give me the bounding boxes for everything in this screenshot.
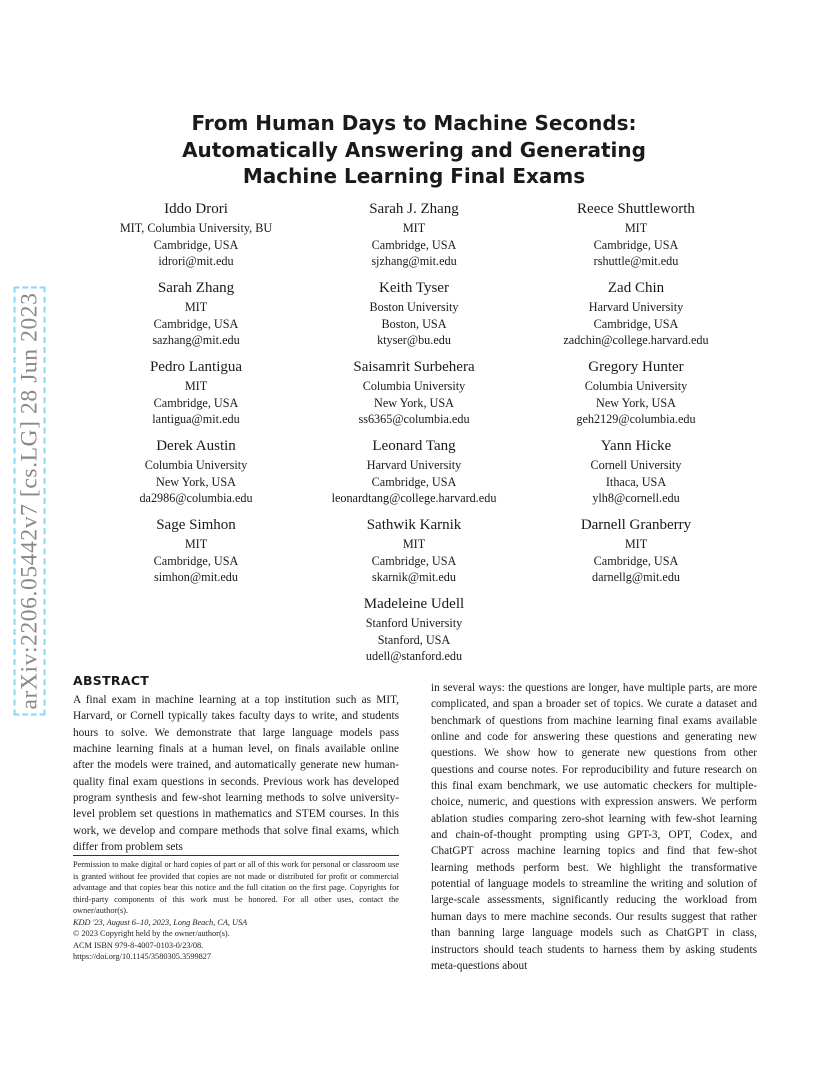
author-card	[304, 516, 524, 586]
title-line: Automatically Answering and Generating	[182, 137, 646, 162]
isbn: ACM ISBN 979-8-4007-0103-0/23/08.	[73, 940, 204, 950]
author-affiliation: MIT	[184, 300, 208, 314]
author-card	[304, 358, 524, 428]
arxiv-side-identifier	[13, 262, 47, 740]
author-email: ss6365@columbia.edu	[358, 412, 470, 426]
author-affiliation: Columbia University	[584, 379, 688, 393]
author-email: ktyser@bu.edu	[377, 333, 451, 347]
author-email: darnellg@mit.edu	[591, 570, 681, 584]
author-email: sjzhang@mit.edu	[371, 254, 457, 268]
author-location: Cambridge, USA	[593, 553, 679, 568]
author-name: Keith Tyser	[379, 280, 449, 296]
author-name: Madeleine Udell	[363, 596, 465, 612]
author-card	[304, 437, 524, 507]
author-location: New York, USA	[156, 474, 236, 489]
author-affiliation: MIT	[184, 537, 208, 551]
author-block	[86, 200, 748, 670]
author-name: Saisamrit Surbehera	[353, 359, 475, 375]
author-location: Cambridge, USA	[153, 395, 239, 410]
author-name: Sage Simhon	[156, 517, 236, 533]
author-name: Zad Chin	[607, 280, 665, 296]
author-card	[86, 437, 306, 507]
author-email: sazhang@mit.edu	[152, 333, 240, 347]
author-location: Cambridge, USA	[153, 237, 239, 252]
author-affiliation: Columbia University	[362, 379, 466, 393]
author-card	[86, 200, 306, 270]
abstract-text-right: in several ways: the questions are longer, have multiple parts, are more complicated, and span a broader set of topics. We curate a dataset and benchmark of questions from machine learning final exams available online and code for answering these questions and generating new questions. We show how to generate new questions from other questions and course notes. For reproducibility and future research on this final exam benchmark, we use automatic checkers for multiple-choice, numeric, and questions with expression answers. We perform ablation studies comparing zero-shot learning with few-shot learning and chain-of-thought prompting using GPT-3, OPT, Codex, and ChatGPT across machine learning topics and find that few-shot learning methods perform best. We highlight the transformative potential of language models to streamline the writing and solution of large-scale assessments, significantly reducing the workload from human days to mere machine seconds. Our results suggest that rather than banning large language models such as ChatGPT in class, instructors should teach students to harness them by asking students meta-questions about	[431, 682, 757, 972]
author-email: leonardtang@college.harvard.edu	[331, 491, 497, 505]
author-email: da2986@columbia.edu	[139, 491, 253, 505]
author-name: Sarah Zhang	[157, 280, 235, 296]
author-affiliation: Columbia University	[144, 458, 248, 472]
author-affiliation: Stanford University	[365, 616, 463, 630]
author-location: Cambridge, USA	[153, 553, 239, 568]
author-affiliation: MIT	[402, 221, 426, 235]
author-affiliation: MIT	[184, 379, 208, 393]
title-line: From Human Days to Machine Seconds:	[191, 111, 637, 135]
author-location: Cambridge, USA	[371, 474, 457, 489]
author-affiliation: Harvard University	[588, 300, 684, 314]
author-name: Iddo Drori	[164, 201, 228, 217]
arxiv-id-text: arXiv:2206.05442v7 [cs.LG] 28 Jun 2023	[14, 286, 46, 715]
copyright-notice: © 2023 Copyright held by the owner/author(s).	[73, 929, 230, 938]
author-card	[86, 279, 306, 349]
author-location: Cambridge, USA	[593, 316, 679, 331]
author-location: Cambridge, USA	[371, 237, 457, 252]
author-card	[526, 358, 746, 428]
abstract-text-left: A final exam in machine learning at a top institution such as MIT, Harvard, or Cornell typically takes faculty days to write, and students hours to solve. We demonstrate that large language models pass machine learning finals at a human level, on finals available online after the models were trained, and automatically generate new human-quality final exam questions in seconds. Previous work has developed program synthesis and few-shot learning methods to solve university-level problem set questions in mathematics and STEM courses. In this work, we develop and compare methods that solve final exams, which differ from problem sets	[73, 694, 399, 854]
author-location: Cambridge, USA	[371, 553, 457, 568]
author-email: ylh8@cornell.edu	[592, 491, 680, 505]
author-name: Derek Austin	[156, 438, 236, 454]
author-name: Pedro Lantigua	[149, 359, 243, 375]
author-name: Gregory Hunter	[588, 359, 684, 375]
author-affiliation: MIT	[624, 221, 648, 235]
author-location: Ithaca, USA	[605, 474, 667, 489]
author-email: rshuttle@mit.edu	[593, 254, 679, 268]
author-card	[304, 200, 524, 270]
author-name: Darnell Granberry	[580, 517, 692, 533]
author-affiliation: MIT	[402, 537, 426, 551]
paper-title	[100, 110, 728, 190]
author-card	[526, 279, 746, 349]
doi-link[interactable]: https://doi.org/10.1145/3580305.3599827	[73, 952, 212, 961]
author-location: Boston, USA	[381, 316, 447, 331]
author-email: udell@stanford.edu	[365, 649, 463, 663]
author-location: New York, USA	[596, 395, 676, 410]
author-affiliation: MIT, Columbia University, BU	[119, 221, 273, 235]
author-email: simhon@mit.edu	[153, 570, 238, 584]
author-email: geh2129@columbia.edu	[576, 412, 696, 426]
author-name: Sathwik Karnik	[366, 517, 462, 533]
conference-info: KDD '23, August 6–10, 2023, Long Beach, CA, USA	[73, 917, 248, 927]
author-card	[304, 595, 524, 665]
author-card	[526, 200, 746, 270]
author-email: idrori@mit.edu	[158, 254, 234, 268]
author-location: Cambridge, USA	[593, 237, 679, 252]
author-name: Yann Hicke	[600, 438, 672, 454]
author-affiliation: Boston University	[369, 300, 459, 314]
author-email: lantigua@mit.edu	[152, 412, 240, 426]
author-card	[304, 279, 524, 349]
author-location: New York, USA	[374, 395, 454, 410]
author-email: zadchin@college.harvard.edu	[563, 333, 709, 347]
permission-notice: Permission to make digital or hard copies of part or all of this work for personal or classroom use is granted without fee provided that copies are not made or distributed for profit or commercial advantage and that copies bear this notice and the full citation on the first page. Copyrights for third-party components of this work must be honored. For all other uses, contact the owner/author(s).	[73, 860, 399, 915]
author-name: Sarah J. Zhang	[369, 201, 459, 217]
abstract-heading: ABSTRACT	[73, 673, 150, 688]
author-location: Stanford, USA	[377, 632, 451, 647]
author-name: Reece Shuttleworth	[577, 201, 695, 217]
author-card	[86, 516, 306, 586]
author-card	[526, 437, 746, 507]
author-card	[526, 516, 746, 586]
author-location: Cambridge, USA	[153, 316, 239, 331]
footnote-divider	[73, 855, 399, 856]
author-affiliation: Cornell University	[590, 458, 682, 472]
author-name: Leonard Tang	[372, 438, 456, 454]
author-affiliation: Harvard University	[366, 458, 462, 472]
author-affiliation: MIT	[624, 537, 648, 551]
title-line: Machine Learning Final Exams	[242, 164, 586, 188]
author-card	[86, 358, 306, 428]
copyright-footnote	[73, 859, 399, 963]
author-email: skarnik@mit.edu	[372, 570, 456, 584]
